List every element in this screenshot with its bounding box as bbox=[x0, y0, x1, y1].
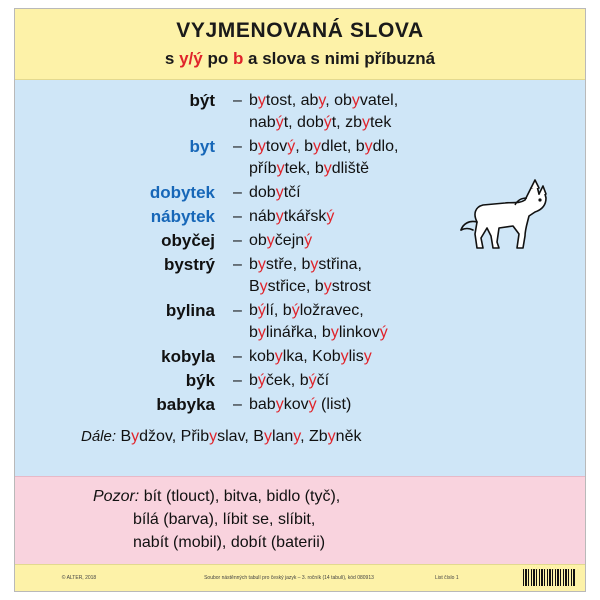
derivatives-line-1: dobytčí bbox=[249, 184, 301, 201]
warning-line bbox=[15, 531, 585, 554]
dale-label: Dále: bbox=[81, 428, 117, 445]
word-list-section bbox=[15, 80, 585, 476]
dash: – bbox=[233, 372, 242, 389]
subtitle-part-4: b bbox=[232, 49, 244, 68]
word-row bbox=[15, 136, 585, 180]
poster-header bbox=[15, 9, 585, 80]
footer-copyright: © ALTER, 2018 bbox=[61, 575, 97, 581]
derivatives bbox=[249, 346, 585, 368]
dash: – bbox=[233, 396, 242, 413]
derivatives-line-1: bytový, bydlet, bydlo, bbox=[249, 138, 399, 155]
derivatives bbox=[249, 90, 585, 134]
warning-text-1: bít (tlouct), bitva, bidlo (tyč), bbox=[143, 488, 341, 505]
subtitle-part-2: y/ý bbox=[179, 49, 203, 68]
dale-row bbox=[15, 426, 585, 448]
warning-section bbox=[15, 476, 585, 564]
dash: – bbox=[233, 138, 242, 155]
page-title: VYJMENOVANÁ SLOVA bbox=[176, 19, 424, 42]
derivatives bbox=[249, 370, 585, 392]
lemma: byt bbox=[189, 137, 215, 156]
warning-line bbox=[15, 485, 585, 508]
subtitle-part-3: po bbox=[202, 49, 233, 68]
derivatives-line-1: bytost, aby, obyvatel, bbox=[249, 92, 399, 109]
word-row bbox=[15, 300, 585, 344]
lemma: babyka bbox=[156, 395, 215, 414]
dash: – bbox=[233, 348, 242, 365]
lemma: být bbox=[189, 91, 215, 110]
page-subtitle bbox=[15, 49, 585, 69]
warning-line bbox=[15, 508, 585, 531]
warning-label: Pozor: bbox=[93, 488, 140, 505]
derivatives-line-2: příbytek, bydliště bbox=[249, 160, 370, 177]
lemma: nábytek bbox=[150, 207, 215, 226]
word-row bbox=[15, 346, 585, 368]
word-row bbox=[15, 370, 585, 392]
dash: – bbox=[233, 232, 242, 249]
poster-sheet bbox=[14, 8, 586, 592]
barcode-icon bbox=[523, 569, 575, 586]
derivatives bbox=[249, 394, 585, 416]
lemma: býk bbox=[185, 371, 215, 390]
dale-text: Bydžov, Přibyslav, Bylany, Zbyněk bbox=[120, 428, 362, 445]
derivatives-line-1: býček, býčí bbox=[249, 372, 330, 389]
word-row bbox=[15, 394, 585, 416]
derivatives-line-1: bystře, bystřina, bbox=[249, 256, 362, 273]
poster-footer bbox=[15, 564, 585, 591]
word-row bbox=[15, 254, 585, 298]
derivatives-line-2: nabýt, dobýt, zbytek bbox=[249, 114, 392, 131]
dash: – bbox=[233, 256, 242, 273]
lemma: bystrý bbox=[163, 255, 215, 274]
dash: – bbox=[233, 184, 242, 201]
word-row bbox=[15, 90, 585, 134]
dash: – bbox=[233, 208, 242, 225]
derivatives-line-2: Bystřice, bystrost bbox=[249, 278, 371, 295]
derivatives-line-1: babykový (list) bbox=[249, 396, 352, 413]
horse-illustration bbox=[447, 176, 559, 260]
footer-series-note: Soubor nástěnných tabulí pro český jazyk – 3. ročník (14 tabulí), kód 080913 bbox=[204, 575, 374, 581]
warning-text-3: nabít (mobil), dobít (baterii) bbox=[133, 534, 326, 551]
derivatives bbox=[249, 136, 585, 180]
derivatives-line-1: obyčejný bbox=[249, 232, 313, 249]
warning-text-2: bílá (barva), líbit se, slíbit, bbox=[133, 511, 316, 528]
lemma: obyčej bbox=[161, 231, 215, 250]
derivatives-line-2: bylinářka, bylinkový bbox=[249, 324, 388, 341]
lemma: bylina bbox=[165, 301, 215, 320]
lemma: kobyla bbox=[161, 347, 215, 366]
footer-sheet-number: List číslo 1 bbox=[435, 575, 459, 581]
dash: – bbox=[233, 302, 242, 319]
lemma: dobytek bbox=[149, 183, 215, 202]
subtitle-part-1: s bbox=[164, 49, 180, 68]
derivatives-line-1: nábytkářský bbox=[249, 208, 335, 225]
subtitle-part-5: a slova s nimi příbuzná bbox=[243, 49, 436, 68]
derivatives bbox=[249, 254, 585, 298]
dash: – bbox=[233, 92, 242, 109]
derivatives-line-1: býlí, býložravec, bbox=[249, 302, 364, 319]
derivatives bbox=[249, 300, 585, 344]
derivatives-line-1: kobylka, Kobylisy bbox=[249, 348, 372, 365]
